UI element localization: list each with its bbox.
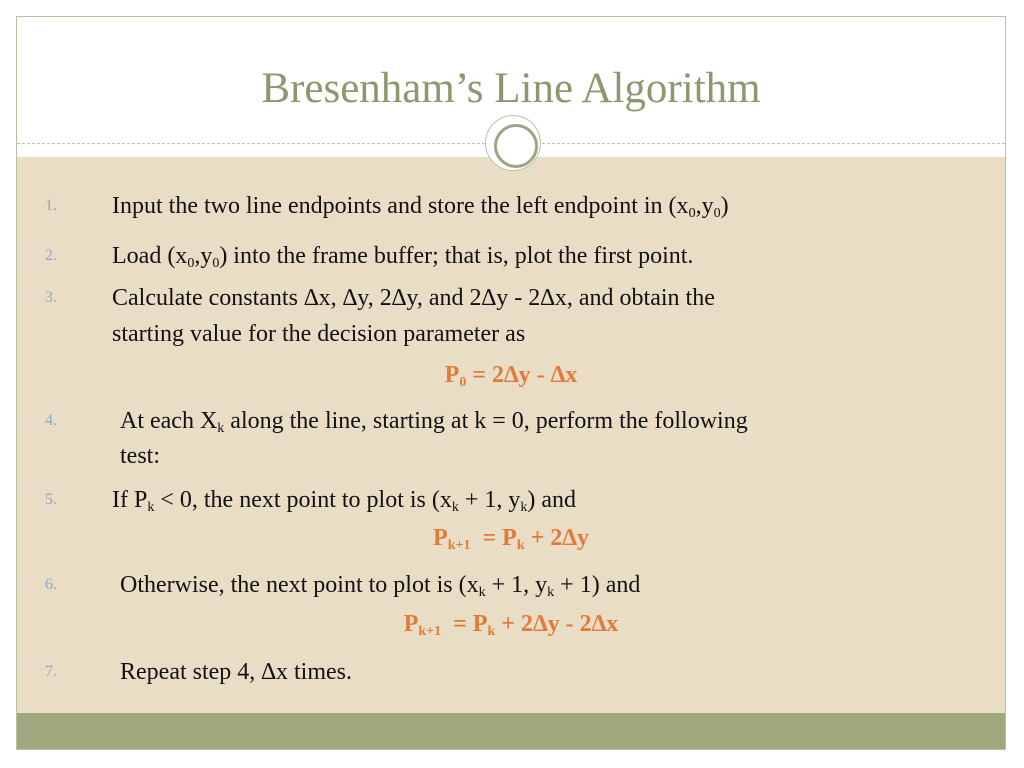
formula-pk1-a: $P_{k+1} = P_k + 2\Delta y$ — [433, 525, 589, 553]
item-number: 2. — [45, 247, 57, 264]
item-text-line1: Calculate constants ∆x, ∆y, 2∆y, and 2∆y - 2∆x, and obtain the — [112, 285, 715, 311]
item-text-line2: test: — [120, 443, 160, 469]
formula-pk1-b: $P_{k+1} = P_k + 2\Delta y - 2\Delta x$ — [403, 611, 619, 639]
item-text-line2: starting value for the decision parameter as — [112, 321, 526, 347]
item-text: Load $(x_0,y_0)$ into the frame buffer; that is, plot the first point. — [112, 243, 694, 271]
item-number: 6. — [45, 576, 57, 593]
item-text: Otherwise, the next point to plot is ($x_k + 1$, $y_k + 1$) and — [120, 572, 641, 600]
formula-p0: $P_0 = 2\Delta y - \Delta x$ — [444, 362, 578, 390]
item-number: 4. — [45, 412, 57, 429]
footer-bar — [17, 713, 1005, 749]
circle-ornament-icon — [485, 115, 541, 171]
item-text-line1: At each $X_k$ along the line, starting at k = 0, perform the following — [120, 408, 748, 436]
slide-title: Bresenham’s Line Algorithm — [261, 65, 761, 112]
item-number: 1. — [45, 197, 57, 214]
item-text: Input the two line endpoints and store the left endpoint in $(x_0,y_0)$ — [112, 193, 729, 221]
slide — [16, 16, 1006, 750]
content-area — [17, 157, 1005, 715]
item-text: Repeat step 4, ∆x times. — [120, 659, 352, 685]
item-number: 7. — [45, 663, 57, 680]
item-number: 3. — [45, 289, 57, 306]
item-number: 5. — [45, 491, 57, 508]
ring-icon — [494, 124, 538, 168]
item-text: If $P_k < 0$, the next point to plot is ($x_k + 1$, $y_k$) and — [112, 487, 577, 515]
